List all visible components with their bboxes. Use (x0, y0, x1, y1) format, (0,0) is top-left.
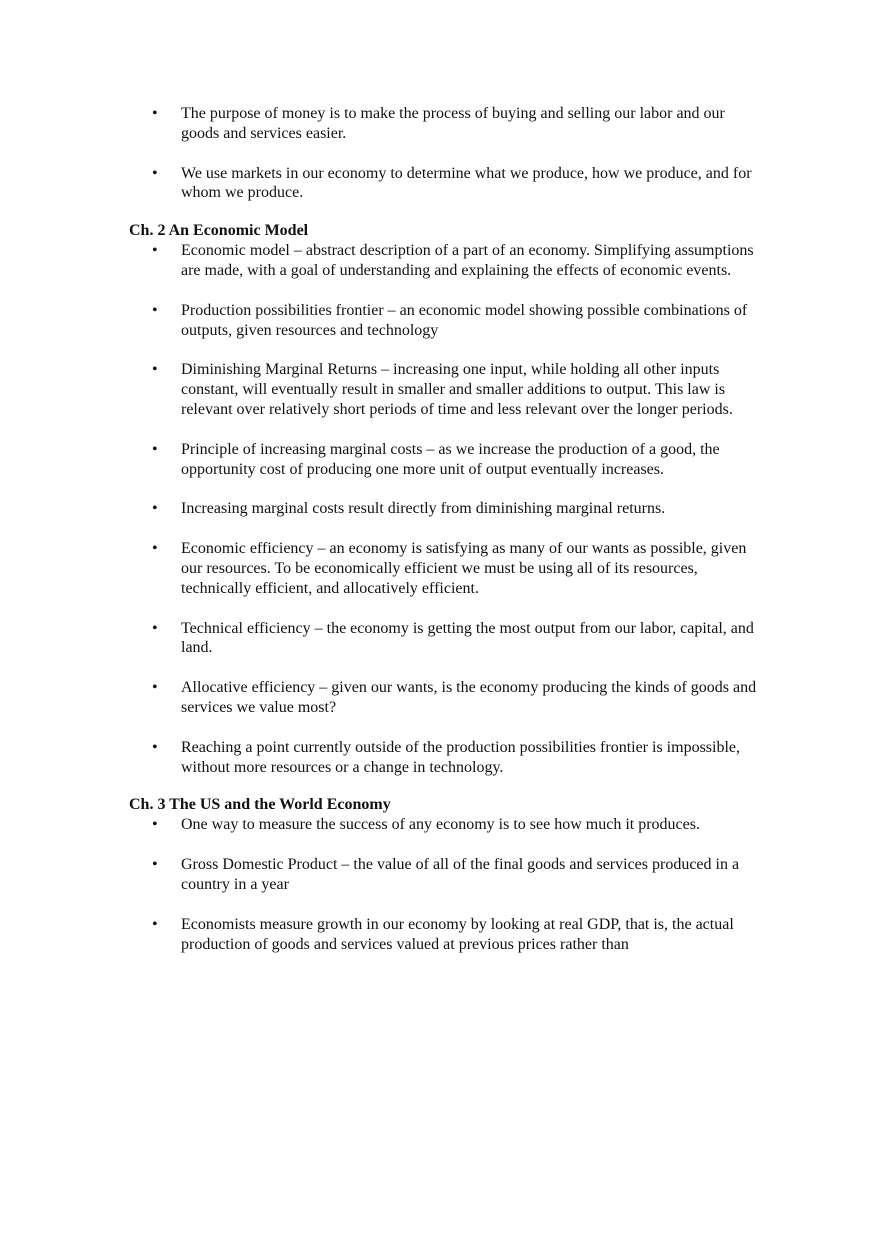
list-item (129, 301, 759, 341)
bullet-icon: • (152, 440, 158, 458)
bullet-icon: • (152, 301, 158, 319)
list-item-text: Economic model – abstract description of a part of an economy. Simplifying assumptions are made, with a goal of understanding and explaining the effects of economic events. (181, 242, 754, 279)
list-item-text: Reaching a point currently outside of the production possibilities frontier is impossible, without more resources or a change in technology. (181, 738, 741, 776)
bullet-icon: • (152, 242, 158, 260)
list-item (129, 678, 759, 718)
bullet-icon: • (152, 361, 158, 379)
ch2-bullet-list (129, 241, 759, 777)
bullet-icon: • (152, 619, 158, 637)
list-item-text: Economic efficiency – an economy is satisfying as many of our wants as possible, given our resources. To be economically efficient we must be using all of its resources, technically efficient, and allocatively efficient. (181, 540, 747, 597)
list-item (129, 440, 759, 480)
list-item (129, 915, 759, 955)
list-item (129, 738, 759, 778)
list-item (129, 815, 759, 835)
list-item-text: Increasing marginal costs result directly from diminishing marginal returns. (181, 500, 666, 518)
list-item (129, 241, 759, 281)
bullet-icon: • (152, 856, 158, 874)
list-item-text: Economists measure growth in our economy by looking at real GDP, that is, the actual production of goods and services valued at previous prices rather than (181, 915, 734, 953)
bullet-icon: • (152, 500, 158, 518)
bullet-icon: • (152, 738, 158, 756)
list-item (129, 539, 759, 598)
bullet-icon: • (152, 816, 158, 834)
list-item (129, 164, 759, 204)
list-item (129, 855, 759, 895)
list-item-text: Principle of increasing marginal costs – as we increase the production of a good, the opportunity cost of producing one more unit of output eventually increases. (181, 440, 720, 478)
list-item-text: We use markets in our economy to determine what we produce, how we produce, and for whom we produce. (181, 164, 752, 202)
list-item-text: The purpose of money is to make the process of buying and selling our labor and our goods and services easier. (181, 105, 725, 142)
section-heading-ch3: Ch. 3 The US and the World Economy (129, 796, 391, 814)
bullet-icon: • (152, 679, 158, 697)
list-item-text: One way to measure the success of any economy is to see how much it produces. (181, 816, 700, 834)
list-item (129, 104, 759, 144)
page-content (129, 104, 759, 972)
intro-bullet-list (129, 104, 759, 203)
bullet-icon: • (152, 540, 158, 558)
list-item-text: Diminishing Marginal Returns – increasing one input, while holding all other inputs constant, will eventually result in smaller and smaller additions to output. This law is relevant over relatively short periods of time and less relevant over the longer periods. (181, 361, 733, 418)
list-item (129, 360, 759, 419)
list-item-text: Gross Domestic Product – the value of all of the final goods and services produced in a country in a year (181, 856, 740, 893)
ch3-bullet-list (129, 815, 759, 954)
bullet-icon: • (152, 915, 158, 933)
list-item-text: Technical efficiency – the economy is getting the most output from our labor, capital, and land. (181, 619, 754, 657)
bullet-icon: • (152, 105, 158, 122)
list-item (129, 499, 759, 519)
bullet-icon: • (152, 164, 158, 182)
list-item (129, 619, 759, 659)
list-item-text: Production possibilities frontier – an economic model showing possible combinations of outputs, given resources and technology (181, 301, 748, 339)
list-item-text: Allocative efficiency – given our wants, is the economy producing the kinds of goods and services we value most? (181, 679, 757, 716)
section-heading-ch2: Ch. 2 An Economic Model (129, 222, 309, 240)
